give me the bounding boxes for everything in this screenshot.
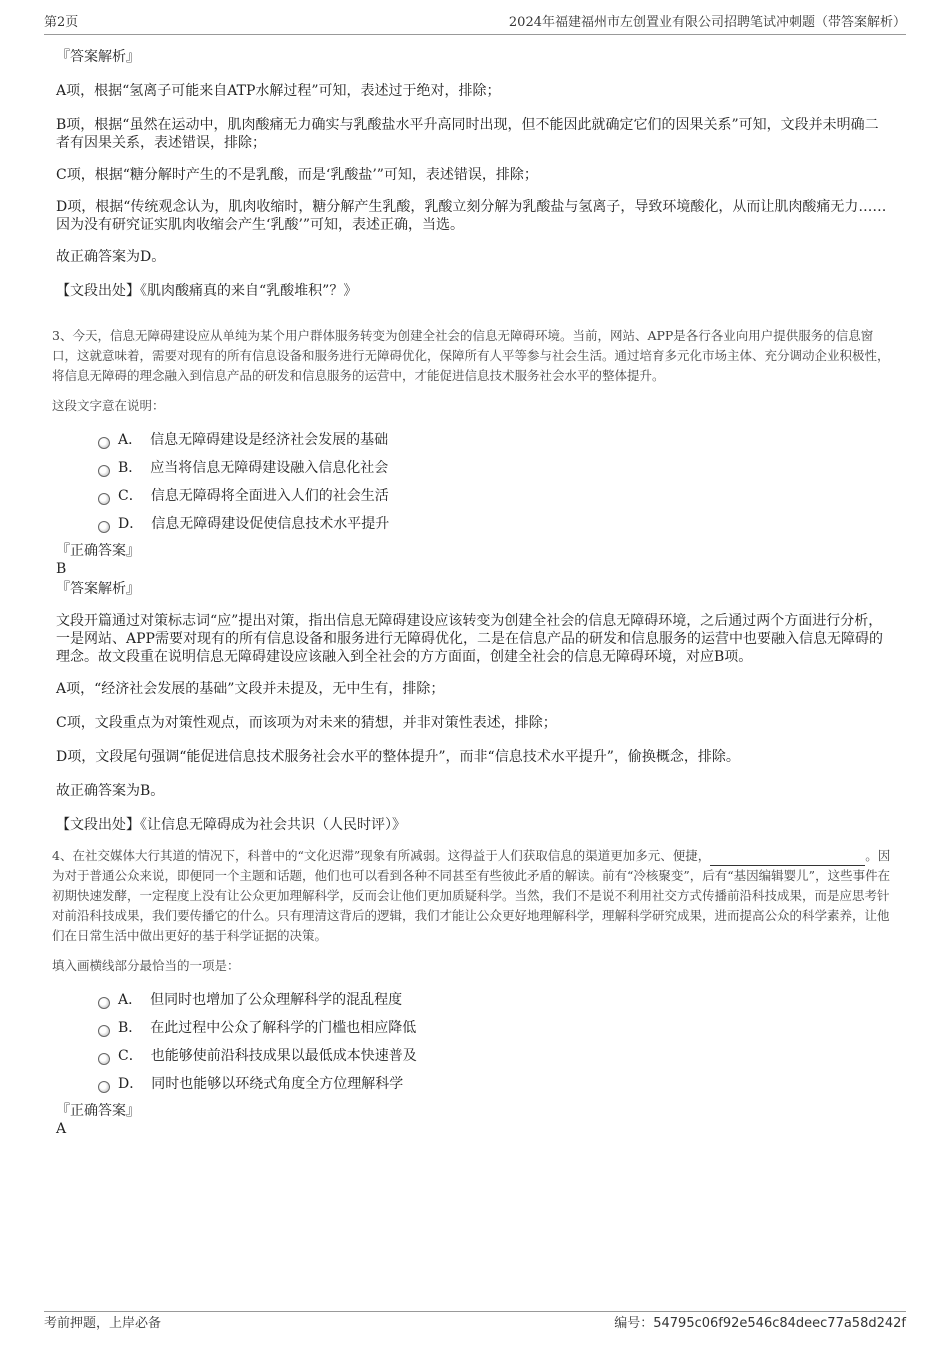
fill-blank-line <box>710 852 865 866</box>
q3-option-a[interactable] <box>98 426 892 454</box>
page-header <box>44 14 906 35</box>
option-key: A． <box>118 992 143 1008</box>
option-text: 信息无障碍建设促使信息技术水平提升 <box>151 516 390 532</box>
document-title: 2024年福建福州市左创置业有限公司招聘笔试冲刺题（带答案解析） <box>508 15 906 30</box>
page-footer <box>44 1311 906 1331</box>
footer-slogan: 考前押题，上岸必备 <box>44 1316 162 1331</box>
code-label: 编号： <box>614 1316 654 1331</box>
option-key: C． <box>118 1048 143 1064</box>
option-text: 信息无障碍建设是经济社会发展的基础 <box>150 432 389 448</box>
q2-analysis-b: B项，根据“虽然在运动中，肌肉酸痛无力确实与乳酸盐水平升高同时出现，但不能因此就确定它们的因果关系”可知，文段并未明确二者有因果关系，表述错误，排除； <box>56 117 879 151</box>
option-key: B． <box>118 1020 143 1036</box>
option-key: D． <box>118 1076 144 1092</box>
option-text: 在此过程中公众了解科学的门槛也相应降低 <box>150 1020 417 1036</box>
q4-stem <box>52 846 892 946</box>
q4-option-d[interactable] <box>98 1070 892 1098</box>
option-key: A． <box>118 432 143 448</box>
q3-option-d[interactable] <box>98 510 892 538</box>
radio-icon[interactable] <box>98 521 110 533</box>
q4-answer-label: 『正确答案』 <box>56 1103 140 1119</box>
option-text: 也能够使前沿科技成果以最低成本快速普及 <box>150 1048 417 1064</box>
option-text: 但同时也增加了公众理解科学的混乱程度 <box>150 992 403 1008</box>
radio-icon[interactable] <box>98 1081 110 1093</box>
q2-analysis-d: D项，根据“传统观念认为，肌肉收缩时，糖分解产生乳酸，乳酸立刻分解为乳酸盐与氢离子，导致环境酸化，从而让肌肉酸痛无力……因为没有研究证实肌肉收缩会产生‘乳酸’”可知，表述正确，当选。 <box>56 199 887 233</box>
q4-stem-before: 4、在社交媒体大行其道的情况下，科普中的“文化迟滞”现象有所减弱。这得益于人们获取信息的渠道更加多元、便捷， <box>52 848 711 863</box>
q3-analysis-label: 『答案解析』 <box>56 581 140 597</box>
code-value: 54795c06f92e546c84deec77a58d242f <box>653 1316 906 1331</box>
option-key: D． <box>118 516 144 532</box>
radio-icon[interactable] <box>98 1025 110 1037</box>
q3-option-c[interactable] <box>98 482 892 510</box>
q4-option-c[interactable] <box>98 1042 892 1070</box>
q3-answer-label: 『正确答案』 <box>56 543 140 559</box>
q3-answer: B <box>56 561 67 577</box>
q4-prompt: 填入画横线部分最恰当的一项是： <box>52 958 240 973</box>
q3-source: 【文段出处】《让信息无障碍成为社会共识（人民时评）》 <box>56 817 406 833</box>
option-text: 同时也能够以环绕式角度全方位理解科学 <box>151 1076 404 1092</box>
q3-stem: 3、今天，信息无障碍建设应从单纯为某个用户群体服务转变为创建全社会的信息无障碍环境。当前，网站、APP是各行各业向用户提供服务的信息窗口，这就意味着，需要对现有的所有信息设备和服务进行无障碍优化，保障所有人平等参与社会生活。通过培育多元化市场主体、充分调动企业积极性，将信息无障碍的理念融入到信息产品的研发和信息服务的运营中，才能促进信息技术服务社会水平的整体提升。 <box>52 328 890 383</box>
q4-stem-after: 。因为对于普通公众来说，即便同一个主题和话题，他们也可以看到各种不同甚至有些彼此矛盾的解读。前有“冷核聚变”，后有“基因编辑婴儿”，这些事件在初期快速发酵，一定程度上没有让公众更加理解科学，反而会让他们更加质疑科学。当然，我们不是说不利用社交方式传播前沿科技成果，而是应思考针对前沿科技成果，我们要传播它的什么。只有理清这背后的逻辑，我们才能让公众更好地理解科学，理解科学研究成果，进而提高公众的科学素养，让他们在日常生活中做出更好的基于科学证据的决策。 <box>52 848 891 943</box>
radio-icon[interactable] <box>98 465 110 477</box>
option-text: 应当将信息无障碍建设融入信息化社会 <box>150 460 389 476</box>
q4-option-a[interactable] <box>98 986 892 1014</box>
document-code <box>614 1314 906 1334</box>
q3-prompt: 这段文字意在说明： <box>52 398 165 413</box>
q3-analysis-d: D项，文段尾句强调“能促进信息技术服务社会水平的整体提升”，而非“信息技术水平提升”，偷换概念，排除。 <box>56 749 740 765</box>
q2-analysis-c: C项，根据“糖分解时产生的不是乳酸，而是‘乳酸盐’”可知，表述错误，排除； <box>56 167 538 183</box>
q3-analysis: 文段开篇通过对策标志词“应”提出对策，指出信息无障碍建设应该转变为创建全社会的信息无障碍环境，之后通过两个方面进行分析，一是网站、APP需要对现有的所有信息设备和服务进行无障碍优化，二是在信息产品的研发和信息服务的运营中也要融入信息无障碍的理念。故文段重在说明信息无障碍建设应该融入到全社会的方方面面，创建全社会的信息无障碍环境，对应B项。 <box>56 613 883 665</box>
option-text: 信息无障碍将全面进入人们的社会生活 <box>150 488 389 504</box>
q4-answer: A <box>56 1121 67 1137</box>
q4-option-b[interactable] <box>98 1014 892 1042</box>
radio-icon[interactable] <box>98 1053 110 1065</box>
q2-analysis-a: A项，根据“氢离子可能来自ATP水解过程”可知，表述过于绝对，排除； <box>56 83 501 99</box>
q3-conclusion: 故正确答案为B。 <box>56 783 165 799</box>
document-body <box>52 44 892 1138</box>
q4-options <box>98 986 892 1098</box>
option-key: B． <box>118 460 143 476</box>
page-number: 第2页 <box>44 15 79 30</box>
q3-analysis-c: C项，文段重点为对策性观点，而该项为对未来的猜想，并非对策性表述，排除； <box>56 715 557 731</box>
q2-source: 【文段出处】《肌肉酸痛真的来自“乳酸堆积”？》 <box>56 283 358 299</box>
q3-options <box>98 426 892 538</box>
q2-conclusion: 故正确答案为D。 <box>56 249 166 265</box>
q3-analysis-a: A项，“经济社会发展的基础”文段并未提及，无中生有，排除； <box>56 681 445 697</box>
option-key: C． <box>118 488 143 504</box>
radio-icon[interactable] <box>98 437 110 449</box>
radio-icon[interactable] <box>98 493 110 505</box>
radio-icon[interactable] <box>98 997 110 1009</box>
q2-analysis-label: 『答案解析』 <box>56 49 140 65</box>
q3-option-b[interactable] <box>98 454 892 482</box>
